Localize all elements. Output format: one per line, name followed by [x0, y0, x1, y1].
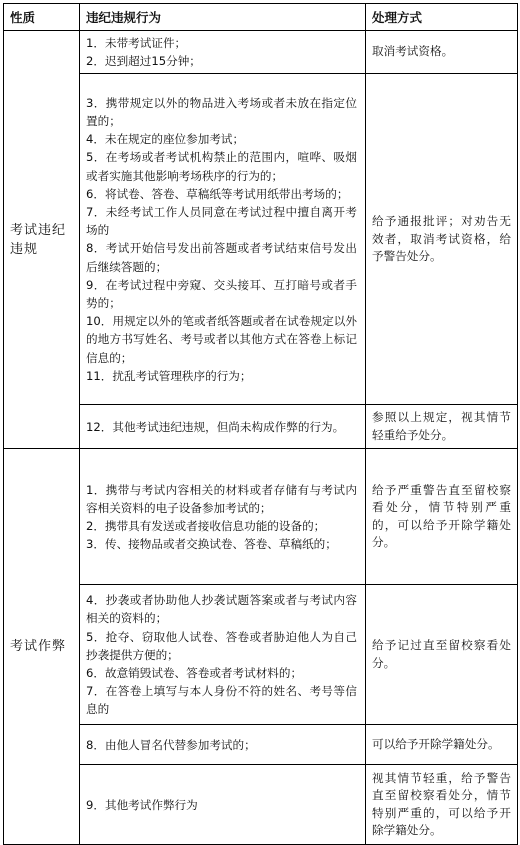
handling-cell: 参照以上规定，视其情节轻重给予处分。	[366, 405, 518, 449]
handling-cell: 取消考试资格。	[366, 31, 518, 74]
behavior-item: 12．其他考试违纪违规，但尚未构成作弊的行为。	[86, 419, 345, 434]
table-row	[4, 725, 518, 765]
behavior-item: 3．携带规定以外的物品进入考场或者未放在指定位置的；	[86, 95, 357, 128]
behavior-item: 4．未在规定的座位参加考试；	[86, 132, 245, 147]
table-row	[4, 31, 518, 74]
handling-cell: 给予通报批评；对劝告无效者，取消考试资格，给予警告处分。	[366, 74, 518, 405]
behavior-item: 7．未经考试工作人员同意在考试过程中擅自离开考场的	[86, 205, 357, 238]
behavior-item: 2．迟到超过15分钟；	[86, 54, 201, 69]
behavior-item: 1．携带与考试内容相关的材料或者存储有与考试内容相关资料的电子设备参加考试的；	[86, 482, 357, 515]
header-handling: 处理方式	[366, 4, 518, 31]
header-nature: 性质	[4, 4, 80, 31]
discipline-table	[3, 3, 518, 845]
handling-cell: 视其情节轻重，给予警告直至留校察看处分，情节特别严重的，可以给予开除学籍处分。	[366, 765, 518, 845]
behavior-item: 7．在答卷上填写与本人身份不符的姓名、考号等信息的	[86, 684, 357, 717]
handling-cell: 给予记过直至留校察看处分。	[366, 585, 518, 725]
table-row	[4, 449, 518, 585]
behavior-item: 6．将试卷、答卷、草稿纸等考试用纸带出考场的；	[86, 186, 349, 201]
table-header-row	[4, 4, 518, 31]
behavior-cell	[80, 765, 366, 845]
table-row	[4, 74, 518, 405]
behavior-cell	[80, 449, 366, 585]
table-row	[4, 405, 518, 449]
behavior-cell	[80, 405, 366, 449]
behavior-item: 8．考试开始信号发出前答题或者考试结束信号发出后继续答题的；	[86, 241, 357, 274]
table-row	[4, 765, 518, 845]
behavior-item: 11．扰乱考试管理秩序的行为；	[86, 368, 252, 383]
handling-cell: 给予严重警告直至留校察看处分，情节特别严重的，可以给予开除学籍处分。	[366, 449, 518, 585]
behavior-item: 4．抄袭或者协助他人抄袭试题答案或者与考试内容相关的资料的；	[86, 593, 357, 626]
behavior-item: 5．抢夺、窃取他人试卷、答卷或者胁迫他人为自己抄袭提供方便的；	[86, 629, 357, 662]
behavior-item: 9．其他考试作弊行为	[86, 797, 198, 812]
behavior-cell	[80, 74, 366, 405]
behavior-item: 10．用规定以外的笔或者纸答题或者在试卷规定以外的地方书写姓名、考号或者以其他方式在答卷上标记信息的；	[86, 314, 357, 365]
behavior-item: 9．在考试过程中旁窥、交头接耳、互打暗号或者手势的；	[86, 277, 357, 311]
category-cell: 考试违纪违规	[4, 31, 80, 449]
behavior-cell	[80, 725, 366, 765]
behavior-cell	[80, 585, 366, 725]
category-cell: 考试作弊	[4, 449, 80, 845]
behavior-item: 1．未带考试证件；	[86, 36, 187, 50]
behavior-cell	[80, 31, 366, 74]
behavior-item: 3．传、接物品或者交换试卷、答卷、草稿纸的；	[86, 537, 337, 552]
header-behavior: 违纪违规行为	[80, 4, 366, 31]
table-row	[4, 585, 518, 725]
behavior-item: 5．在考场或者考试机构禁止的范围内，喧哗、吸烟或者实施其他影响考场秩序的行为的；	[86, 150, 357, 183]
behavior-item: 6．故意销毁试卷、答卷或者考试材料的；	[86, 666, 303, 680]
behavior-item: 8．由他人冒名代替参加考试的；	[86, 737, 256, 752]
behavior-item: 2．携带具有发送或者接收信息功能的设备的；	[86, 518, 326, 533]
handling-cell: 可以给予开除学籍处分。	[366, 725, 518, 765]
